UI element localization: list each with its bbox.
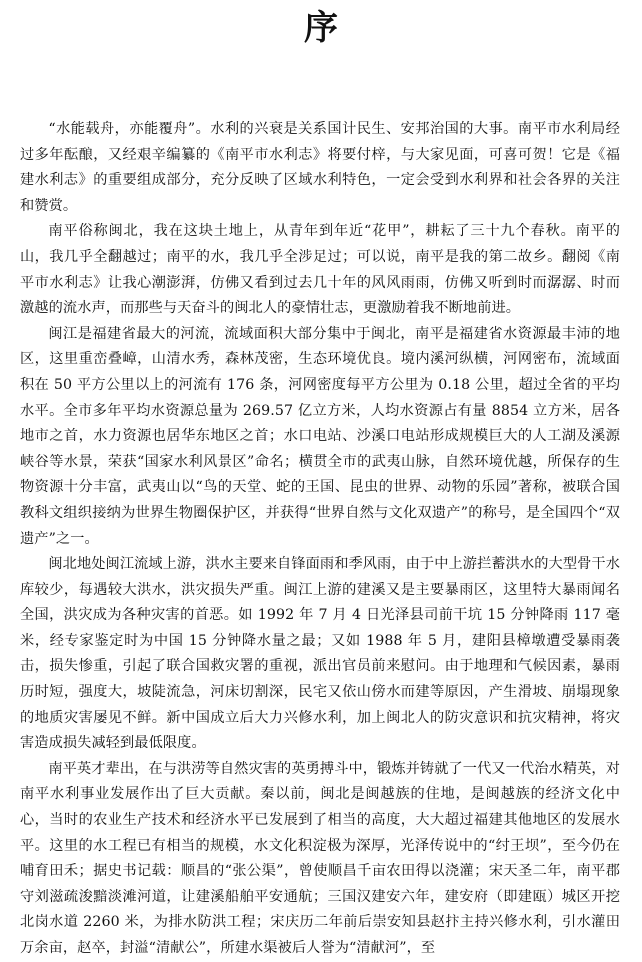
paragraph-1: “水能载舟，亦能覆舟”。水利的兴衰是关系国计民生、安邦治国的大事。南平市水利局经过多年酝酿，又经艰辛编纂的《南平市水利志》将要付梓，与大家见面，可喜可贺！它是《福建水利志》的重要组成部分，充分反映了区域水利特色，一定会受到水利界和社会各界的关注和赞赏。 bbox=[20, 121, 620, 214]
preface-body bbox=[20, 117, 620, 962]
paragraph-2: 南平俗称闽北，我在这块土地上，从青年到年近“花甲”，耕耘了三十九个春秋。南平的山，我几乎全翻越过；南平的水，我几乎全涉足过；可以说，南平是我的第二故乡。翻阅《南平市水利志》让我心潮澎湃，仿佛又看到过去几十年的风风雨雨，仿佛又听到时而潺潺、时而激越的流水声，而那些与天奋斗的闽北人的豪情壮志，更激励着我不断地前进。 bbox=[20, 223, 620, 317]
paragraph-4: 闽北地处闽江流域上游，洪水主要来自锋面雨和季风雨，由于中上游拦蓄洪水的大型骨干水库较少，每遇较大洪水，洪灾损失严重。闽江上游的建溪又是主要暴雨区，这里特大暴雨闻名全国，洪灾成为各种灾害的首恶。如 1992 年 7 月 4 日光泽县司前干坑 15 分钟降雨 117 毫米，经专家鉴定时为中国 15 分钟降水量之最；又如 1988 年 5 月，建阳县樟墩遭受暴雨袭击，损失惨重，引起了联合国救灾署的重视，派出官员前来慰问。由于地理和气候因素，暴雨历时短，强度大，坡陡流急，河床切割深，民宅又依山傍水而建等原因，产生滑坡、崩塌现象的地质灾害屡见不鲜。新中国成立后大力兴修水利，加上闽北人的防灾意识和抗灾精神，将灾害造成损失减轻到最低限度。 bbox=[20, 556, 620, 752]
paragraph-5: 南平英才辈出，在与洪涝等自然灾害的英勇搏斗中，锻炼并铸就了一代又一代治水精英，对南平水利事业发展作出了巨大贡献。秦以前，闽北是闽越族的住地，是闽越族的经济文化中心，当时的农业生产技术和经济水平已发展到了相当的高度，大大超过福建其他地区的发展水平。这里的水工程已有相当的规模，水文化积淀极为深厚，光泽传说中的“纣王坝”，至今仍在哺育田禾；据史书记载：顺昌的“张公渠”，曾使顺昌千亩农田得以浇灌；宋天圣二年，南平郡守刘滋疏浚黯淡滩河道，让建溪船舶平安通航；三国汉建安六年，建安府（即建瓯）城区开挖北岗水道 2260 米，为排水防洪工程；宋庆历二年前后崇安知县赵抃主持兴修水利，引水灌田万余亩，赵卒，封溢“清献公”，所建水渠被后人誉为“清献河”，至 bbox=[20, 760, 620, 956]
paragraph-3: 闽江是福建省最大的河流，流域面积大部分集中于闽北，南平是福建省水资源最丰沛的地区，这里重峦叠嶂，山清水秀，森林茂密，生态环境优良。境内溪河纵横，河网密布，流域面积在 50 平方公里以上的河流有 176 条，河网密度每平方公里为 0.18 公里，超过全省的平均水平。全市多年平均水资源总量为 269.57 亿立方米，人均水资源占有量 8854 立方米，居各地市之首，水力资源也居华东地区之首；水口电站、沙溪口电站形成规模巨大的人工湖及溪源峡谷等水景，荣获“国家水利风景区”命名；横贯全市的武夷山脉，自然环境优越，所保存的生物资源十分丰富，武夷山以“鸟的天堂、蛇的王国、昆虫的世界、动物的乐园”著称，被联合国教科文组织接纳为世界生物圈保护区，并获得“世界自然与文化双遗产”的称号，是全国四个“双遗产”之一。 bbox=[20, 325, 620, 547]
page-title: 序 bbox=[304, 8, 338, 48]
